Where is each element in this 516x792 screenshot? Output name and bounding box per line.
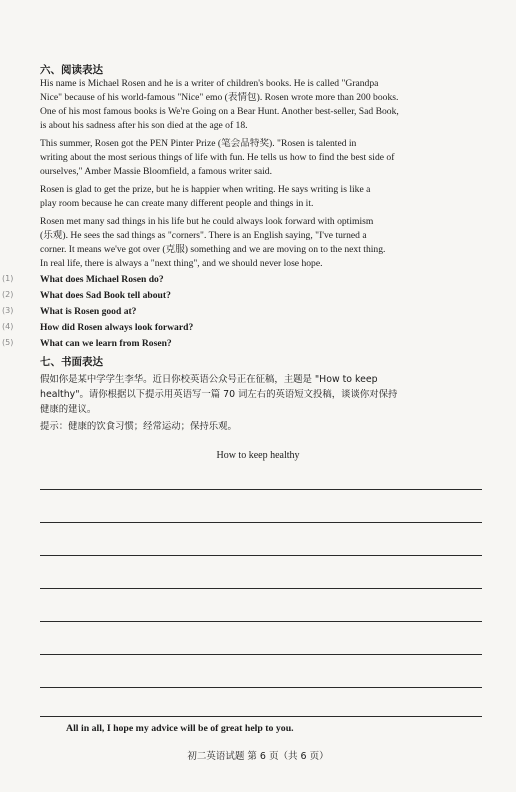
- question-1: What does Michael Rosen do?: [40, 274, 164, 285]
- writing-line[interactable]: [40, 687, 482, 688]
- writing-prompt-line: 假如你是某中学学生李华。近日你校英语公众号正在征稿，主题是 "How to keep: [40, 374, 378, 385]
- writing-line[interactable]: [40, 588, 482, 589]
- passage-line: Nice" because of his world-famous "Nice" emo (表情包). Rosen wrote more than 200 books.: [40, 92, 399, 103]
- essay-title: How to keep healthy: [216, 450, 300, 461]
- passage-line: (乐观). He sees the sad things as "corners". There is an English saying, "I've turned a: [40, 230, 367, 241]
- question-number-mark: (1): [2, 274, 14, 283]
- writing-line[interactable]: [40, 621, 482, 622]
- passage-line: play room because he can create many different people and things in it.: [40, 198, 314, 209]
- passage-line: Rosen met many sad things in his life but he could always look forward with optimism: [40, 216, 374, 227]
- passage-line: Rosen is glad to get the prize, but he is happier when writing. He says writing is like a: [40, 184, 371, 195]
- page-footer: 初二英语试题 第 6 页（共 6 页）: [187, 751, 329, 762]
- question-3: What is Rosen good at?: [40, 306, 137, 317]
- writing-line[interactable]: [40, 654, 482, 655]
- question-5: What can we learn from Rosen?: [40, 338, 172, 349]
- writing-line[interactable]: [40, 522, 482, 523]
- passage-line: is about his sadness after his son died at the age of 18.: [40, 120, 248, 131]
- writing-hints: 提示：健康的饮食习惯；经常运动；保持乐观。: [40, 421, 237, 432]
- passage-line: One of his most famous books is We're Going on a Bear Hunt. Another best-seller, Sad Book,: [40, 106, 399, 117]
- passage-line: corner. It means we've got over (克服) something and we are moving on to the next thing.: [40, 244, 386, 255]
- writing-line[interactable]: [40, 489, 482, 490]
- passage-line: His name is Michael Rosen and he is a writer of children's books. He is called "Grandpa: [40, 78, 379, 89]
- passage-line: This summer, Rosen got the PEN Pinter Prize (笔会品特奖). "Rosen is talented in: [40, 138, 357, 149]
- question-number-mark: (3): [2, 306, 14, 315]
- section7-heading: 七、书面表达: [40, 356, 103, 368]
- question-number-mark: (4): [2, 322, 14, 331]
- passage-line: ourselves," Amber Massie Bloomfield, a famous writer said.: [40, 166, 272, 177]
- closing-sentence: All in all, I hope my advice will be of great help to you.: [66, 723, 294, 734]
- question-4: How did Rosen always look forward?: [40, 322, 194, 333]
- passage-line: writing about the most serious things of life with fun. He tells us how to find the best side of: [40, 152, 395, 163]
- question-number-mark: (5): [2, 338, 14, 347]
- question-2: What does Sad Book tell about?: [40, 290, 171, 301]
- writing-prompt-line: healthy"。请你根据以下提示用英语写一篇 70 词左右的英语短文投稿，谈谈你对保持: [40, 389, 398, 400]
- section6-heading: 六、阅读表达: [40, 64, 103, 76]
- writing-line[interactable]: [40, 555, 482, 556]
- passage-line: In real life, there is always a "next thing", and we should never lose hope.: [40, 258, 323, 269]
- question-number-mark: (2): [2, 290, 14, 299]
- writing-prompt-line: 健康的建议。: [40, 404, 97, 415]
- writing-line[interactable]: [40, 716, 482, 717]
